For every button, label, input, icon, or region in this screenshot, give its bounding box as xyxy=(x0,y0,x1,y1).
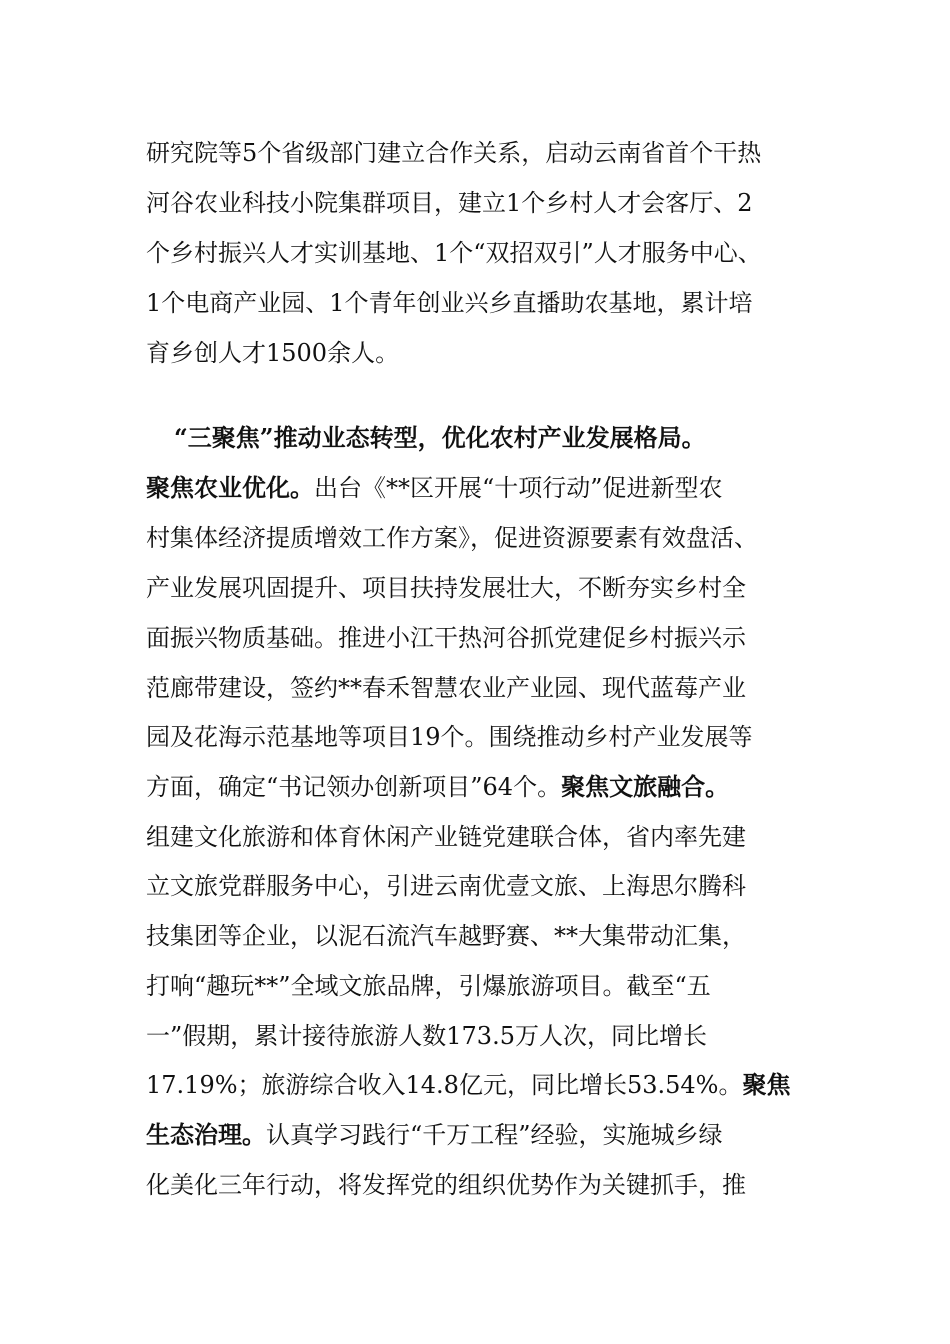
line-text: 出台《**区开展“十项行动”促进新型农 xyxy=(314,474,723,502)
paragraph-line: 组建文化旅游和体育休闲产业链党建联合体，省内率先建 xyxy=(146,823,746,851)
subheading-ecology-part2: 生态治理。 xyxy=(146,1120,266,1149)
paragraph-line: 个乡村振兴人才实训基地、1个“双招双引”人才服务中心、 xyxy=(146,239,762,267)
line-text: 方面，确定“书记领办创新项目”64个。 xyxy=(146,773,562,801)
paragraph-line: 园及花海示范基地等项目19个。围绕推动乡村产业发展等 xyxy=(146,723,753,751)
paragraph-line: 育乡创人才1500余人。 xyxy=(146,339,400,367)
section-heading: “三聚焦”推动业态转型，优化农村产业发展格局。 xyxy=(174,423,706,452)
paragraph-line xyxy=(146,473,723,503)
paragraph-line: 技集团等企业，以泥石流汽车越野赛、**大集带动汇集， xyxy=(146,922,746,950)
paragraph-line: 立文旅党群服务中心，引进云南优壹文旅、上海思尔腾科 xyxy=(146,872,746,900)
paragraph-line xyxy=(146,1120,723,1150)
paragraph-line: 研究院等5个省级部门建立合作关系，启动云南省首个干热 xyxy=(146,139,762,167)
paragraph-line: 范廊带建设，签约**春禾智慧农业产业园、现代蓝莓产业 xyxy=(146,674,746,702)
subheading-culture-tourism: 聚焦文旅融合。 xyxy=(561,772,730,801)
line-text: 17.19%；旅游综合收入14.8亿元，同比增长53.54%。 xyxy=(146,1071,743,1099)
paragraph-line: 1个电商产业园、1个青年创业兴乡直播助农基地，累计培 xyxy=(146,289,753,317)
subheading-ecology-part1: 聚焦 xyxy=(742,1070,791,1099)
paragraph-line: 河谷农业科技小院集群项目，建立1个乡村人才会客厅、2 xyxy=(146,189,753,217)
paragraph-line: 打响“趣玩**”全域文旅品牌，引爆旅游项目。截至“五 xyxy=(146,972,711,1000)
paragraph-line: 产业发展巩固提升、项目扶持发展壮大，不断夯实乡村全 xyxy=(146,574,746,602)
paragraph-line: 化美化三年行动，将发挥党的组织优势作为关键抓手，推 xyxy=(146,1171,746,1199)
paragraph-line: 一”假期，累计接待旅游人数173.5万人次，同比增长 xyxy=(146,1022,707,1050)
paragraph-line: 村集体经济提质增效工作方案》，促进资源要素有效盘活、 xyxy=(146,524,758,552)
subheading-agriculture: 聚焦农业优化。 xyxy=(146,473,314,502)
line-text: 认真学习践行“千万工程”经验，实施城乡绿 xyxy=(266,1121,723,1149)
paragraph-line: 面振兴物质基础。推进小江干热河谷抓党建促乡村振兴示 xyxy=(146,624,746,652)
paragraph-line xyxy=(146,772,729,802)
paragraph-line xyxy=(146,1070,790,1100)
